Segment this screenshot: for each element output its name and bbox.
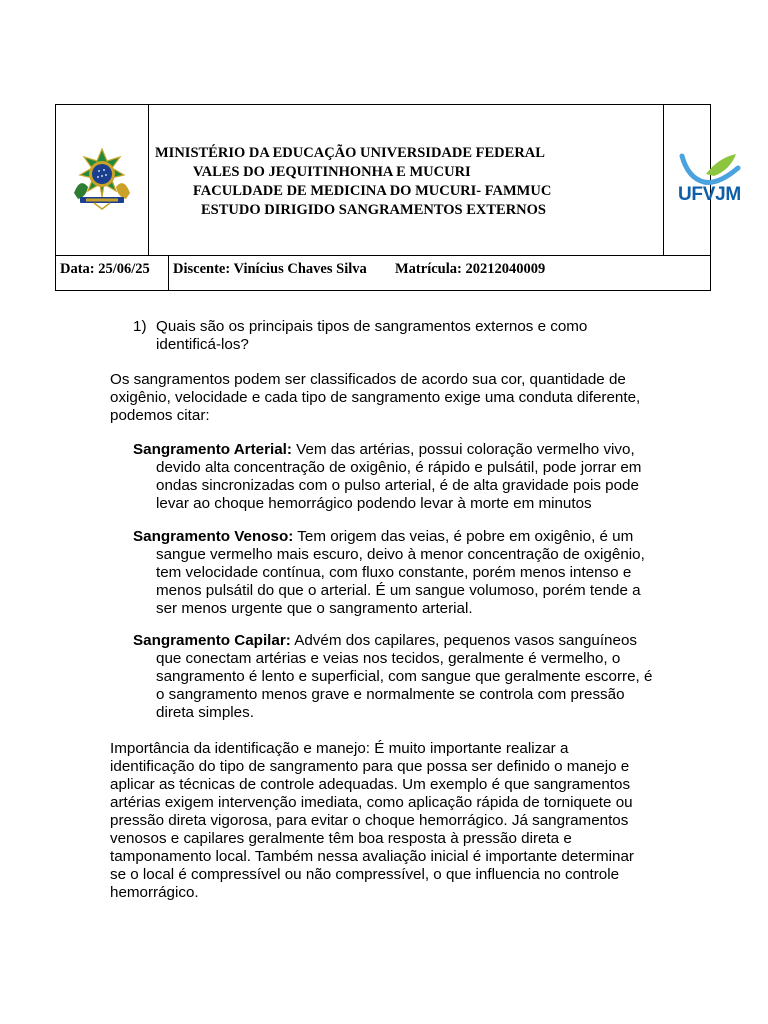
bleeding-type-title: Sangramento Capilar: — [133, 632, 291, 649]
header-cell-title — [149, 105, 664, 255]
title-line-4: ESTUDO DIRIGIDO SANGRAMENTOS EXTERNOS — [201, 202, 546, 218]
ufvjm-logo — [678, 152, 744, 205]
student-name: Discente: Vinícius Chaves Silva — [173, 261, 367, 277]
registration-number: Matrícula: 20212040009 — [395, 261, 546, 277]
title-line-3: FACULDADE DE MEDICINA DO MUCURI- FAMMUC — [193, 183, 552, 199]
institution-title — [155, 144, 551, 220]
question-text: Quais são os principais tipos de sangramentos externos e como identificá-los? — [156, 318, 588, 353]
title-line-1: MINISTÉRIO DA EDUCAÇÃO UNIVERSIDADE FEDERAL — [155, 145, 545, 161]
ufvjm-wave-icon — [678, 152, 744, 186]
header-cell-left-logo — [56, 105, 149, 255]
ufvjm-wordmark: UFVJM — [678, 184, 741, 205]
bleeding-type-description: Vem das artérias, possui coloração vermelho vivo, devido alta concentração de oxigênio, é rápido e pulsátil, pode jorrar em ondas sincronizadas com o pulso arterial, é de alta gravidade pois pode levar ao choque hemorrágico podendo levar à morte em minutos — [156, 441, 642, 512]
bleeding-type-description: Tem origem das veias, é pobre em oxigênio, é um sangue vermelho mais escuro, deivo à menor concentração de oxigênio, tem velocidade contínua, com fluxo constante, porém menos intenso e menos pulsátil do que o arterial. É um sangue volumoso, porém tende a ser menos urgente que o sangramento arterial. — [156, 528, 645, 617]
bleeding-type-title: Sangramento Arterial: — [133, 441, 292, 458]
date-label: Data: 25/06/25 — [60, 261, 150, 277]
header-cell-date — [56, 256, 169, 290]
bleeding-type-capillary — [133, 632, 653, 722]
header-row-title — [56, 105, 741, 256]
bleeding-type-title: Sangramento Venoso: — [133, 528, 294, 545]
header-row-info — [56, 256, 710, 290]
bleeding-type-description: Advém dos capilares, pequenos vasos sanguíneos que conectam artérias e veias nos tecidos, geralmente é vermelho, o sangramento é lento e superficial, com sangue que geralmente escorre, é o sangramento menos grave e normalmente se controla com pressão direta simples. — [156, 632, 653, 721]
header-cell-right-logo — [664, 105, 741, 255]
document-header-table — [55, 104, 741, 291]
title-line-2: VALES DO JEQUITINHONHA E MUCURI — [193, 164, 471, 180]
importance-paragraph: Importância da identificação e manejo: É muito importante realizar a identificação do tipo de sangramento para que possa ser definido o manejo e aplicar as técnicas de controle adequadas. Um exemplo é que sangramentos artérias exigem intervenção imediata, como aplicação rápida de torniquete ou pressão direta vigorosa, para evitar o choque hemorrágico. Já sangramentos venosos e capilares geralmente têm boa resposta à pressão direta e tamponamento local. Também nessa avaliação inicial é importante determinar se o local é compressível ou não compressível, o que influencia no controle hemorrágico. — [110, 740, 634, 901]
brazil-coat-of-arms-icon — [66, 147, 138, 211]
bleeding-type-arterial — [133, 441, 653, 513]
bleeding-type-venous — [133, 528, 653, 618]
question-number: 1) — [133, 318, 147, 335]
intro-paragraph: Os sangramentos podem ser classificados de acordo sua cor, quantidade de oxigênio, velocidade e cada tipo de sangramento exige uma conduta diferente, podemos citar: — [110, 371, 641, 424]
